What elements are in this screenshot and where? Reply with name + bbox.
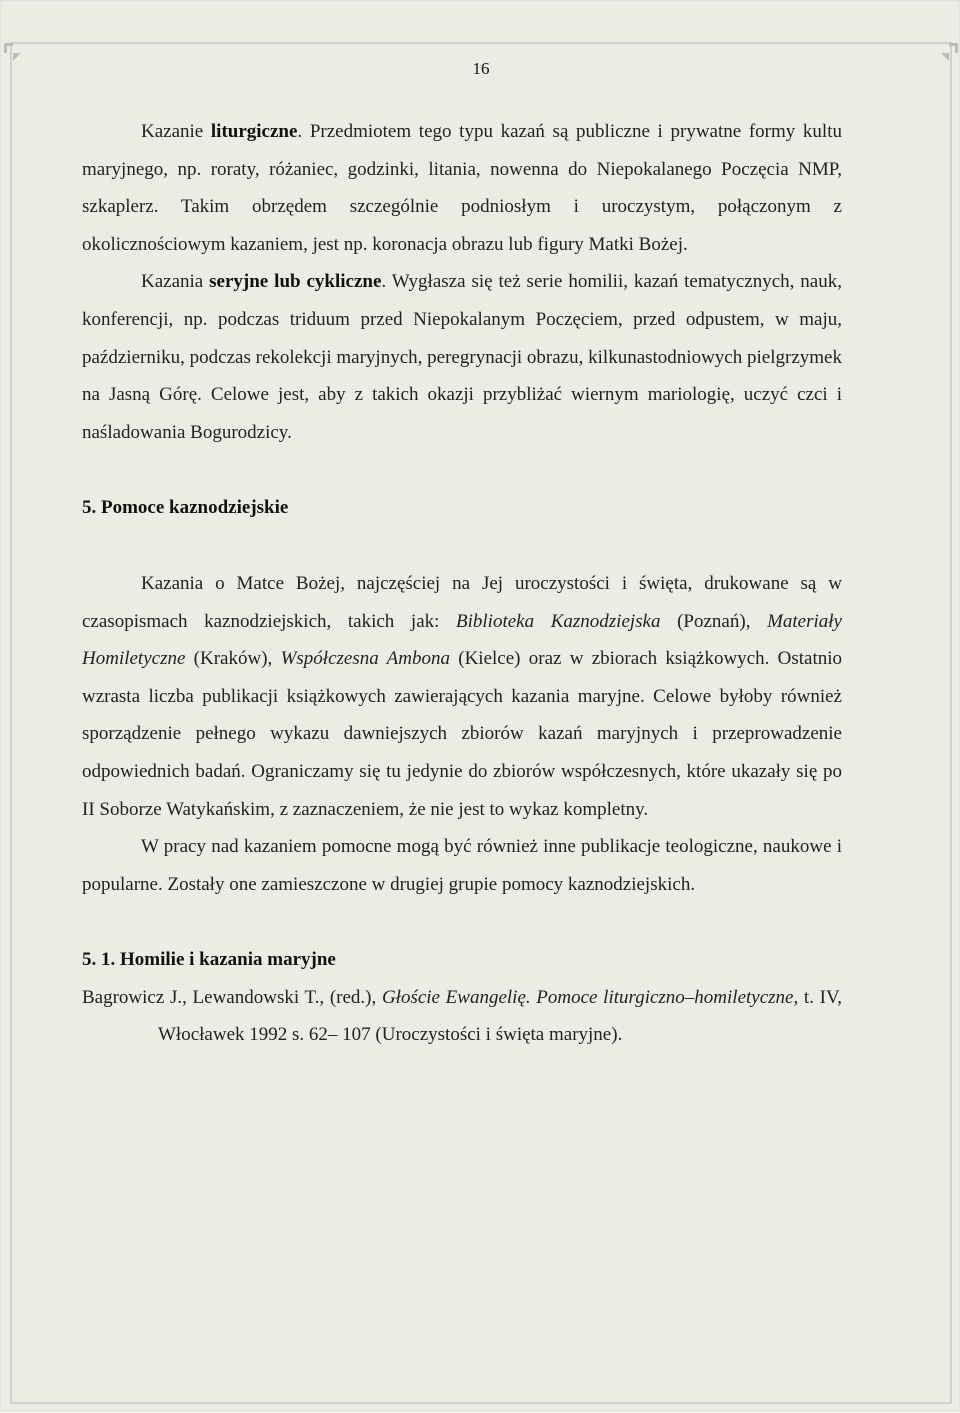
term-serial: seryjne lub cykliczne bbox=[209, 271, 382, 293]
corner-mark-top-left bbox=[4, 43, 13, 53]
paragraph-other-publications: W pracy nad kazaniem pomocne mogą być również inne publikacje teologiczne, naukowe i popularne. Zostały one zamieszczone w drugiej grupie pomocy kaznodziejskich. bbox=[82, 836, 842, 895]
bibliography-entry: Bagrowicz J., Lewandowski T., (red.), Głoście Ewangelię. Pomoce liturgiczno–homiletyczne, t. IV, Włocławek 1992 s. 62– 107 (Uroczystości i święta maryjne). bbox=[82, 986, 842, 1046]
title-biblioteka-kaznodziejska: Biblioteka Kaznodziejska bbox=[456, 610, 661, 632]
section-heading-5: 5. Pomoce kaznodziejskie bbox=[82, 497, 289, 519]
term-liturgical: liturgiczne bbox=[210, 121, 298, 142]
title-materialy-homiletyczne: Materiały Homiletyczne bbox=[82, 610, 842, 670]
page-number: 16 bbox=[472, 59, 490, 78]
title-wspolczesna-ambona: Współczesna Ambona bbox=[280, 648, 450, 670]
page-content bbox=[82, 113, 842, 1054]
paragraph-liturgical-sermon: Kazanie liturgiczne. Przedmiotem tego typu kazań są publiczne i prywatne formy kultu maryjnego, np. roraty, różaniec, godzinki, litania, nowenna do Niepokalanego Poczęcia NMP, szkaplerz. Takim obrzędem szczególnie podniosłym i uroczystym, połączonym z okolicznościowym kazaniem, jest np. koronacja obrazu lub figury Matki Bożej. bbox=[82, 121, 842, 255]
paragraph-serial-sermon: Kazania seryjne lub cykliczne. Wygłasza się też serie homilii, kazań tematycznych, nauk, konferencji, np. podczas triduum przed Niepokalanym Poczęciem, przed odpustem, w maju, październiku, podczas rekolekcji maryjnych, peregrynacji obrazu, kilkunastodniowych pielgrzymek na Jasną Górę. Celowe jest, aby z takich okazji przybliżać wiernym mariologię, uczyć czci i naśladowania Bogurodzicy. bbox=[82, 271, 842, 443]
bibliography-title: Głoście Ewangelię. Pomoce liturgiczno–homiletyczne, bbox=[381, 986, 799, 1008]
section-heading-5-1: 5. 1. Homilie i kazania maryjne bbox=[82, 949, 336, 971]
corner-mark-top-right bbox=[949, 43, 958, 53]
paragraph-sermon-collections: Kazania o Matce Bożej, najczęściej na Jej uroczystości i święta, drukowane są w czasopismach kaznodziejskich, takich jak: Biblioteka Kaznodziejska (Poznań), Materiały Homiletyczne (Kraków), Współczesna Ambona (Kielce) oraz w zbiorach książkowych. Ostatnio wzrasta liczba publikacji książkowych zawierających kazania maryjne. Celowe byłoby również sporządzenie pełnego wykazu dawniejszych zbiorów kazań maryjnych i przeprowadzenie odpowiednich badań. Ograniczamy się tu jedynie do zbiorów współczesnych, które ukazały się po II Soborze Watykańskim, z zaznaczeniem, że nie jest to wykaz kompletny. bbox=[82, 572, 843, 820]
